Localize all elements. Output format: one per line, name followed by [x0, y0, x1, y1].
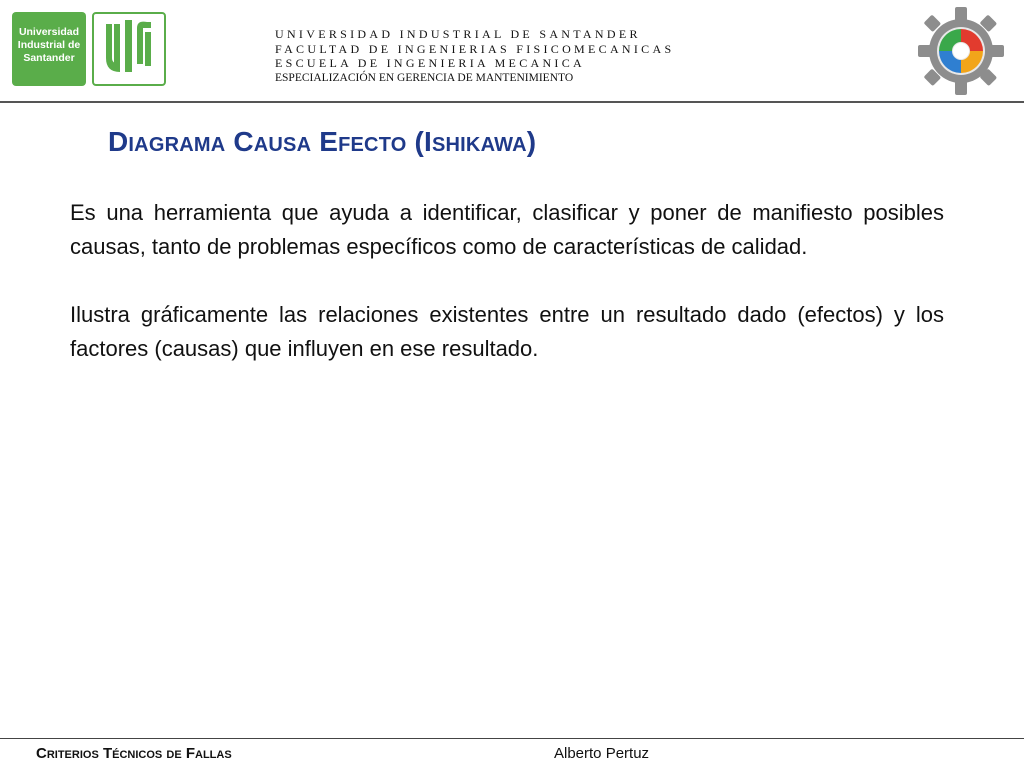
uis-logo-icon [92, 12, 166, 86]
institution-heading [275, 27, 674, 85]
university-name: UNIVERSIDAD INDUSTRIAL DE SANTANDER [275, 27, 641, 41]
logo-line-2: Industrial de [17, 39, 81, 51]
specialization-name: ESPECIALIZACIÓN EN GERENCIA DE MANTENIMIENTO [275, 71, 574, 84]
paragraph-definition: Es una herramienta que ayuda a identificar, clasificar y poner de manifiesto posibles causas, tanto de problemas específicos como de características de calidad. [70, 200, 944, 259]
paragraph-illustration: Ilustra gráficamente las relaciones existentes entre un resultado dado (efectos) y los factores (causas) que influyen en ese resultado. [70, 302, 944, 361]
slide-header [0, 0, 1024, 100]
footer-author: Alberto Pertuz [554, 745, 650, 762]
logo-line-1: Universidad [18, 26, 80, 38]
footer-course-title: Criterios Técnicos de Fallas [36, 745, 232, 762]
header-divider [0, 101, 1024, 103]
slide-title: Diagrama Causa Efecto (Ishikawa) [108, 126, 537, 157]
slide-body [70, 196, 944, 400]
gear-logo-icon [918, 5, 1004, 97]
footer-divider [0, 738, 1024, 739]
logo-line-3: Santander [23, 52, 75, 64]
university-logo [12, 12, 86, 86]
school-name: ESCUELA DE INGENIERIA MECANICA [275, 56, 585, 70]
faculty-name: FACULTAD DE INGENIERIAS FISICOMECANICAS [275, 41, 675, 56]
